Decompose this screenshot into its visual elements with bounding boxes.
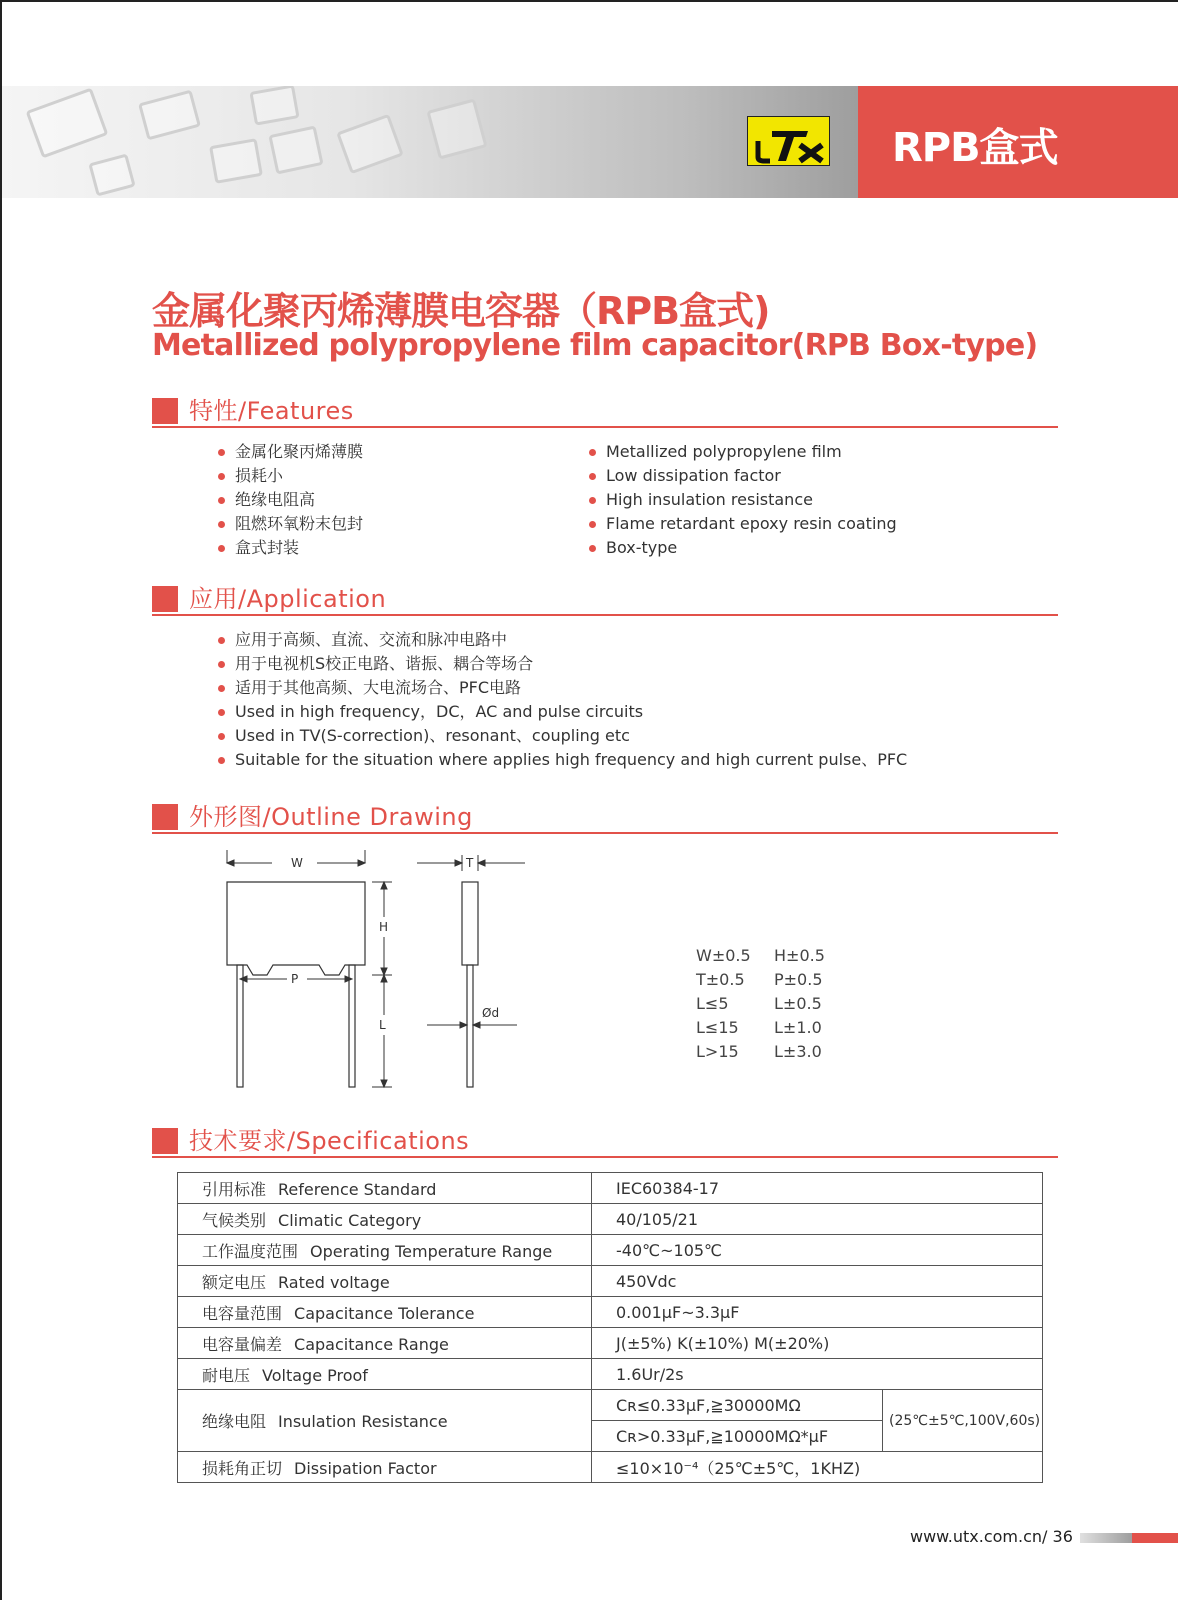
- application-list: [218, 628, 907, 772]
- list-item: Used in high frequency，DC，AC and pulse circuits: [218, 700, 907, 724]
- spec-key-en: Operating Temperature Range: [310, 1241, 553, 1261]
- spec-key-cn: 气候类别: [202, 1210, 267, 1230]
- spec-key-en: Capacitance Range: [294, 1334, 449, 1354]
- list-item: 金属化聚丙烯薄膜: [218, 440, 363, 464]
- list-item: 损耗小: [218, 464, 363, 488]
- tolerance-row: [696, 1016, 825, 1040]
- heading-marker: [152, 1128, 178, 1154]
- table-row: [178, 1266, 1043, 1297]
- spec-key: [178, 1173, 592, 1204]
- spec-value: -40℃~105℃: [592, 1235, 1043, 1266]
- spec-value: 0.001μF~3.3μF: [592, 1297, 1043, 1328]
- heading-marker: [152, 398, 178, 424]
- spec-key: [178, 1204, 592, 1235]
- utx-logo: [747, 116, 830, 166]
- list-item: Used in TV(S-correction)、resonant、coupling etc: [218, 724, 907, 748]
- list-item: High insulation resistance: [589, 488, 897, 512]
- tolerance-left: L>15: [696, 1042, 739, 1061]
- outline-drawing: [217, 847, 537, 1097]
- spec-key: [178, 1452, 592, 1483]
- outline-section-heading: [152, 800, 1058, 834]
- spec-key-en: Rated voltage: [278, 1272, 390, 1292]
- list-item: Suitable for the situation where applies high frequency and high current pulse、PFC: [218, 748, 907, 772]
- series-tab: [858, 86, 1178, 198]
- tolerance-left: L≤5: [696, 994, 729, 1013]
- tolerance-row: [696, 944, 825, 968]
- heading-marker: [152, 804, 178, 830]
- spec-value: Cʀ>0.33μF,≧10000MΩ*μF: [592, 1421, 883, 1452]
- table-row: [178, 1390, 1043, 1421]
- dim-label-t: T: [466, 856, 474, 870]
- dim-label-l: L: [379, 1018, 386, 1032]
- tolerance-left: L≤15: [696, 1018, 739, 1037]
- spec-value: 40/105/21: [592, 1204, 1043, 1235]
- list-item: Metallized polypropylene film: [589, 440, 897, 464]
- spec-key: [178, 1359, 592, 1390]
- table-row: [178, 1359, 1043, 1390]
- header-banner: [2, 86, 1178, 198]
- dim-label-d: Ød: [482, 1006, 500, 1020]
- spec-value: 1.6Ur/2s: [592, 1359, 1043, 1390]
- spec-key-cn: 电容量范围: [202, 1303, 283, 1323]
- spec-key-en: Insulation Resistance: [278, 1412, 448, 1431]
- spec-key: [178, 1297, 592, 1328]
- series-title: RPB盒式: [892, 125, 1058, 171]
- tolerance-row: [696, 1040, 825, 1064]
- spec-key: [178, 1235, 592, 1266]
- spec-key-en: Voltage Proof: [262, 1365, 368, 1385]
- page-footer: www.utx.com.cn/ 36: [910, 1527, 1073, 1546]
- list-item: Flame retardant epoxy resin coating: [589, 512, 897, 536]
- features-list-en: [589, 440, 897, 560]
- footer-bar-grey: [1080, 1533, 1132, 1543]
- application-heading-label: 应用/Application: [189, 585, 387, 613]
- spec-key: [178, 1328, 592, 1359]
- specifications-table: [177, 1172, 1043, 1483]
- application-section-heading: [152, 582, 1058, 616]
- spec-key-cn: 电容量偏差: [202, 1334, 283, 1354]
- list-item: 用于电视机S校正电路、谐振、耦合等场合: [218, 652, 907, 676]
- dim-label-h: H: [379, 920, 389, 934]
- tolerance-right: L±0.5: [774, 994, 822, 1013]
- tolerance-left: W±0.5: [696, 946, 751, 965]
- spec-value: ≤10×10⁻⁴（25℃±5℃，1KHZ): [592, 1452, 1043, 1483]
- list-item: Box-type: [589, 536, 897, 560]
- spec-key-en: Reference Standard: [278, 1179, 437, 1199]
- spec-key-cn: 额定电压: [202, 1272, 267, 1292]
- list-item: 阻燃环氧粉末包封: [218, 512, 363, 536]
- spec-key: [178, 1390, 592, 1452]
- product-title-en: Metallized polypropylene film capacitor(RPB Box-type): [152, 328, 1038, 363]
- table-row: [178, 1297, 1043, 1328]
- dim-label-w: W: [291, 856, 303, 870]
- spec-key-cn: 引用标准: [202, 1179, 267, 1199]
- list-item: 盒式封装: [218, 536, 363, 560]
- features-section-heading: [152, 394, 1058, 428]
- dim-label-p: P: [291, 972, 299, 986]
- spec-key: [178, 1266, 592, 1297]
- specs-section-heading: [152, 1124, 1058, 1158]
- footer-bar-red: [1132, 1533, 1178, 1543]
- tolerance-table: [696, 944, 825, 1064]
- features-heading-label: 特性/Features: [189, 397, 354, 425]
- tolerance-row: [696, 992, 825, 1016]
- specs-heading-label: 技术要求/Specifications: [189, 1127, 470, 1155]
- spec-key-cn: 绝缘电阻: [202, 1412, 267, 1431]
- list-item: 应用于高频、直流、交流和脉冲电路中: [218, 628, 907, 652]
- spec-value: IEC60384-17: [592, 1173, 1043, 1204]
- tolerance-right: L±1.0: [774, 1018, 822, 1037]
- product-title-cn: 金属化聚丙烯薄膜电容器（RPB盒式): [152, 289, 770, 333]
- spec-key-cn: 耐电压: [202, 1365, 251, 1385]
- spec-key-en: Capacitance Tolerance: [294, 1303, 475, 1323]
- tolerance-right: H±0.5: [774, 946, 825, 965]
- table-row: [178, 1173, 1043, 1204]
- tolerance-left: T±0.5: [696, 970, 745, 989]
- spec-value: Cʀ≤0.33μF,≧30000MΩ: [592, 1390, 883, 1421]
- table-row: [178, 1204, 1043, 1235]
- spec-note: (25℃±5℃,100V,60s): [883, 1390, 1043, 1452]
- tolerance-right: L±3.0: [774, 1042, 822, 1061]
- tolerance-right: P±0.5: [774, 970, 823, 989]
- table-row: [178, 1328, 1043, 1359]
- spec-key-cn: 损耗角正切: [202, 1458, 283, 1478]
- outline-heading-label: 外形图/Outline Drawing: [189, 803, 473, 831]
- circuit-board-background: [2, 86, 858, 198]
- table-row: [178, 1235, 1043, 1266]
- list-item: Low dissipation factor: [589, 464, 897, 488]
- spec-value: 450Vdc: [592, 1266, 1043, 1297]
- heading-marker: [152, 586, 178, 612]
- features-list-cn: [218, 440, 363, 560]
- tolerance-row: [696, 968, 825, 992]
- table-row: [178, 1452, 1043, 1483]
- list-item: 适用于其他高频、大电流场合、PFC电路: [218, 676, 907, 700]
- spec-key-en: Dissipation Factor: [294, 1458, 437, 1478]
- spec-key-cn: 工作温度范围: [202, 1241, 299, 1261]
- spec-key-en: Climatic Category: [278, 1210, 422, 1230]
- spec-value: J(±5%) K(±10%) M(±20%): [592, 1328, 1043, 1359]
- list-item: 绝缘电阻高: [218, 488, 363, 512]
